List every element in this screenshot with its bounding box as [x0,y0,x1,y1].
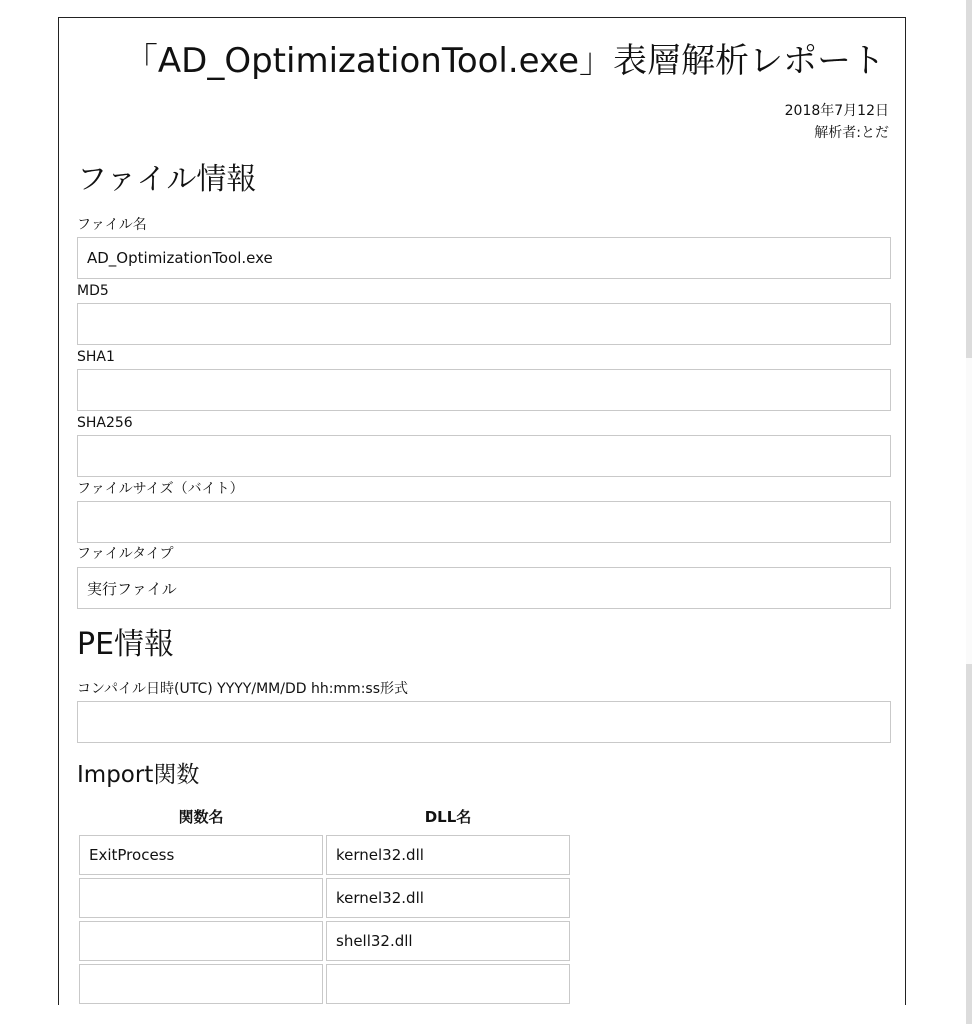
scrollbar-thumb-lower[interactable] [966,664,972,1024]
dll-cell[interactable] [326,921,570,961]
compile-time-field[interactable] [77,701,891,743]
report-date: 2018年7月12日 [784,103,889,119]
scrollbar-thumb[interactable] [966,0,972,358]
sha1-label: SHA1 [77,349,115,365]
compile-time-label: コンパイル日時(UTC) YYYY/MM/DD hh:mm:ss形式 [77,681,408,697]
file-size-field[interactable] [77,501,891,543]
md5-field[interactable] [77,303,891,345]
column-header-function: 関数名 [178,808,224,826]
report-title: 「AD_OptimizationTool.exe」表層解析レポート [123,41,885,81]
sha256-field[interactable] [77,435,891,477]
function-cell[interactable] [79,964,323,1004]
column-header-dll: DLL名 [424,808,472,826]
file-name-field[interactable] [77,237,891,279]
dll-cell[interactable] [326,835,570,875]
report-analyst: 解析者:とだ [814,125,889,141]
function-cell[interactable] [79,835,323,875]
vertical-scrollbar[interactable] [966,0,972,1024]
dll-cell[interactable] [326,878,570,918]
pe-info-heading: PE情報 [77,627,175,662]
function-cell[interactable] [79,878,323,918]
md5-label: MD5 [77,283,109,299]
import-functions-heading: Import関数 [77,762,200,788]
file-info-heading: ファイル情報 [77,162,257,197]
report-meta [785,100,889,144]
report-page [58,17,906,1005]
file-size-label: ファイルサイズ（バイト） [77,481,244,497]
file-type-label: ファイルタイプ [77,546,174,562]
dll-cell[interactable] [326,964,570,1004]
file-name-label: ファイル名 [77,217,147,233]
sha1-field[interactable] [77,369,891,411]
file-type-field[interactable] [77,567,891,609]
sha256-label: SHA256 [77,415,133,431]
function-cell[interactable] [79,921,323,961]
